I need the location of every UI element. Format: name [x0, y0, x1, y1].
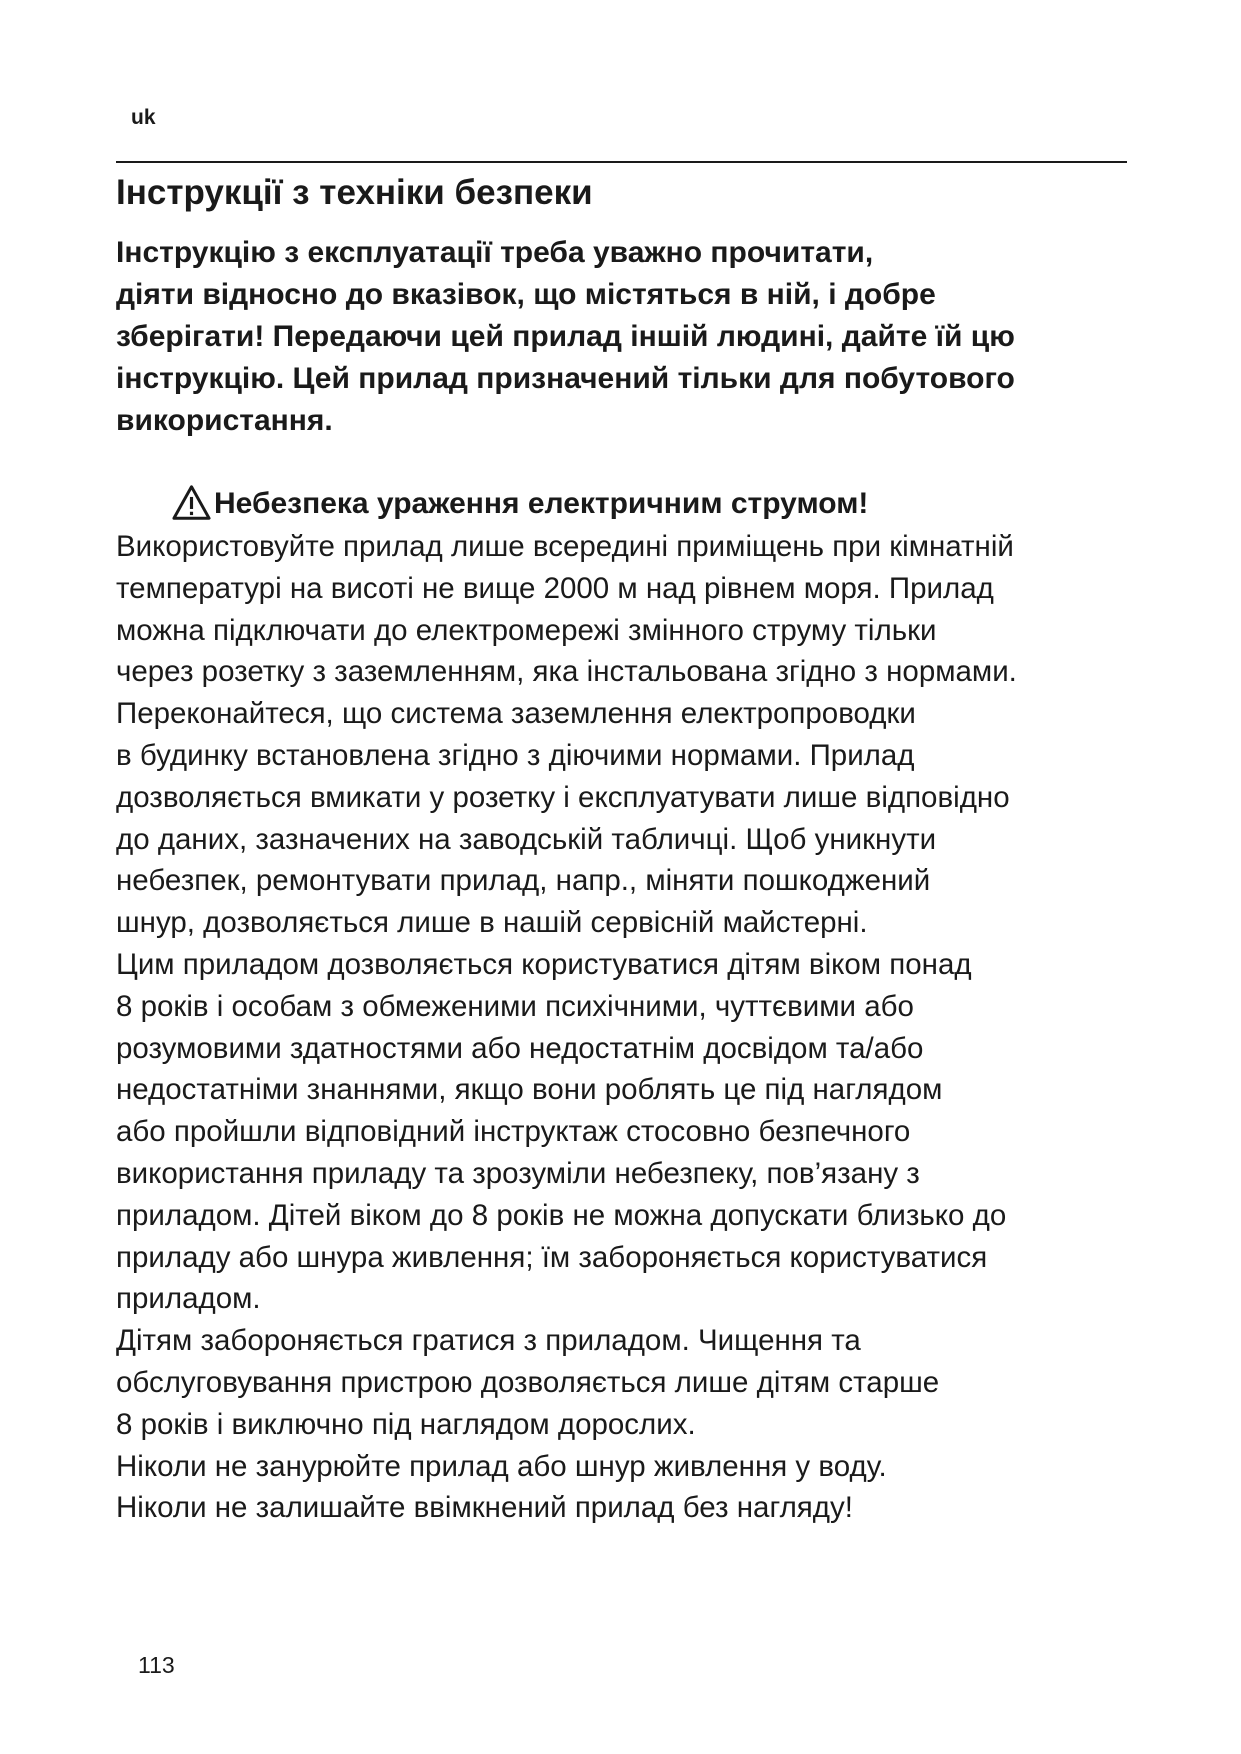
- intro-line: зберігати! Передаючи цей прилад іншій людині, дайте їй цю: [116, 320, 1015, 353]
- intro-line: діяти відносно до вказівок, що містяться в ній, і добре: [116, 278, 936, 311]
- page-number: 113: [138, 1652, 175, 1678]
- intro-line: інструкцію. Цей прилад призначений тільки для побутового: [116, 362, 1015, 395]
- body-line: розумовими здатностями або недостатнім досвідом та/або: [116, 1031, 924, 1065]
- body-line: дозволяється вмикати у розетку і експлуатувати лише відповідно: [116, 780, 1010, 814]
- warning-heading-text: Небезпека ураження електричним струмом!: [214, 487, 869, 520]
- body-line: 8 років і виключно під наглядом дорослих.: [116, 1407, 696, 1441]
- intro-line: використання.: [116, 404, 333, 437]
- safety-body-text: [116, 526, 1146, 1529]
- body-line: недостатніми знаннями, якщо вони роблять це під наглядом: [116, 1073, 943, 1107]
- section-title: Інструкції з техніки безпеки: [116, 173, 593, 212]
- body-line: обслуговування пристрою дозволяється лише дітям старше: [116, 1365, 940, 1399]
- intro-line: Інструкцію з експлуатації треба уважно прочитати,: [116, 236, 874, 269]
- body-line: Переконайтеся, що система заземлення електропроводки: [116, 697, 916, 731]
- body-line: Використовуйте прилад лише всередині приміщень при кімнатній: [116, 530, 1014, 563]
- body-line: Ніколи не занурюйте прилад або шнур живлення у воду.: [116, 1449, 887, 1483]
- body-line: або пройшли відповідний інструктаж стосовно безпечного: [116, 1115, 911, 1149]
- body-line: приладом. Дітей віком до 8 років не можна допускати близько до: [116, 1198, 1007, 1232]
- warning-triangle-icon: [171, 484, 212, 521]
- body-line: приладом.: [116, 1282, 261, 1316]
- body-line: через розетку з заземленням, яка інстальована згідно з нормами.: [116, 655, 1017, 689]
- body-line: приладу або шнура живлення; їм забороняється користуватися: [116, 1240, 988, 1274]
- body-line: можна підключати до електромережі змінного струму тільки: [116, 613, 937, 647]
- section-divider: [116, 161, 1127, 163]
- body-line: до даних, зазначених на заводській табличці. Щоб уникнути: [116, 822, 937, 856]
- body-line: в будинку встановлена згідно з діючими нормами. Прилад: [116, 738, 915, 772]
- body-line: температурі на висоті не вище 2000 м над рівнем моря. Прилад: [116, 571, 994, 605]
- language-tag: uk: [131, 106, 156, 129]
- warning-heading: [171, 483, 868, 525]
- body-line: Ніколи не залишайте ввімкнений прилад без нагляду!: [116, 1491, 853, 1525]
- body-line: використання приладу та зрозуміли небезпеку, пов’язану з: [116, 1156, 920, 1190]
- body-line: 8 років і особам з обмеженими психічними, чуттєвими або: [116, 989, 914, 1023]
- intro-paragraph: [116, 232, 1126, 442]
- body-line: Дітям забороняється гратися з приладом. Чищення та: [116, 1324, 861, 1358]
- body-line: Цим приладом дозволяється користуватися дітям віком понад: [116, 947, 972, 981]
- body-line: небезпек, ремонтувати прилад, напр., міняти пошкоджений: [116, 864, 931, 898]
- body-line: шнур, дозволяється лише в нашій сервісній майстерні.: [116, 906, 868, 940]
